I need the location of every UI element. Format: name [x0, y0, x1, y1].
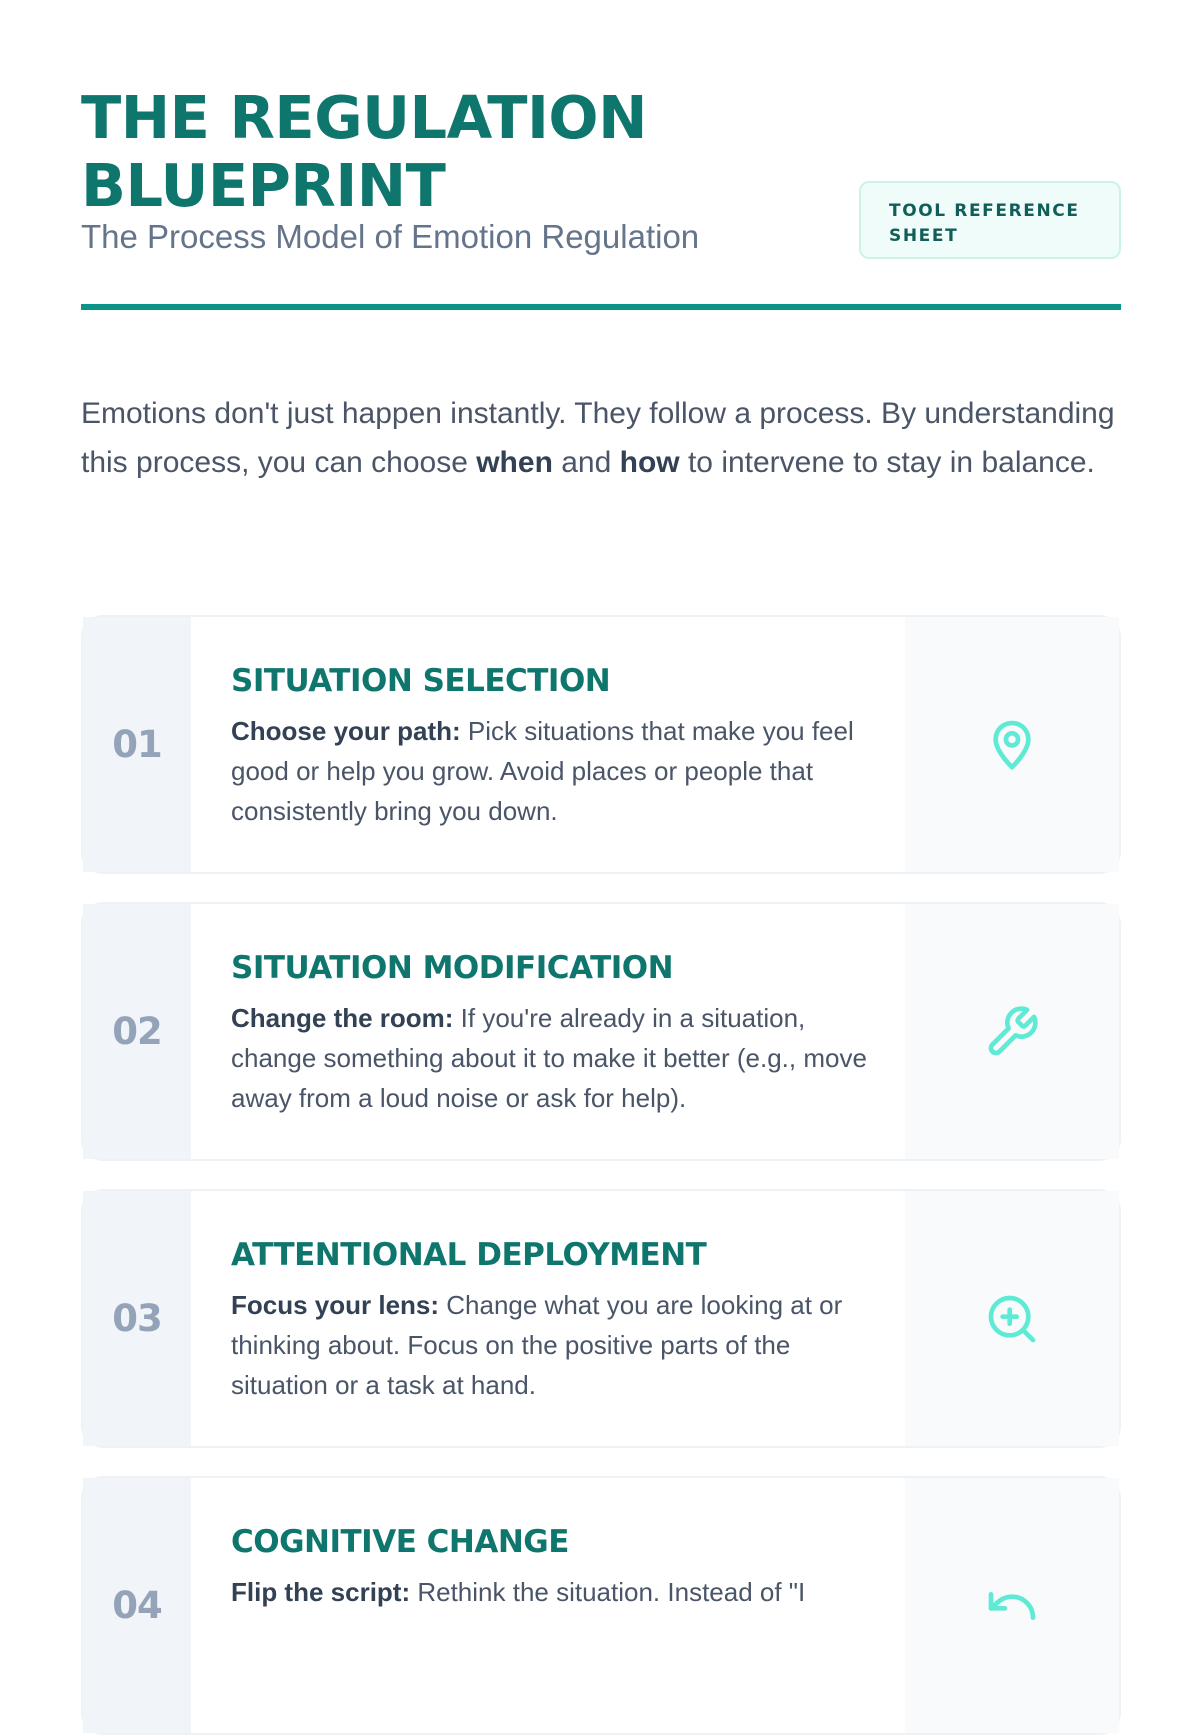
step-lead: Choose your path: [231, 716, 461, 746]
step-number: 01 [83, 617, 191, 872]
intro-text-3: to intervene to stay in balance. [679, 446, 1095, 479]
page-subtitle: The Process Model of Emotion Regulation [81, 218, 700, 255]
undo-arrow-icon [984, 1578, 1040, 1634]
header-divider [81, 304, 1121, 310]
step-icon-panel [905, 904, 1119, 1159]
map-pin-icon [984, 717, 1040, 773]
step-text: Pick situations that make you feel good or help you grow. Avoid places or people that consistently bring you down. [231, 716, 854, 826]
step-title: SITUATION SELECTION [231, 663, 611, 699]
step-title: COGNITIVE CHANGE [231, 1524, 569, 1560]
step-content [191, 1191, 907, 1446]
step-card-situation-modification [81, 902, 1121, 1161]
step-card-situation-selection [81, 615, 1121, 874]
step-icon-panel [905, 1191, 1119, 1446]
intro-paragraph [81, 389, 1121, 487]
step-number: 04 [83, 1478, 191, 1733]
step-content [191, 1478, 907, 1733]
step-description [231, 1285, 867, 1405]
tool-reference-badge [859, 181, 1121, 259]
step-content [191, 904, 907, 1159]
step-description [231, 1572, 867, 1612]
intro-emphasis-how: how [619, 446, 680, 479]
step-lead: Focus your lens: [231, 1290, 440, 1320]
step-card-cognitive-change [81, 1476, 1121, 1735]
step-content [191, 617, 907, 872]
step-lead: Flip the script: [231, 1577, 411, 1607]
badge-line-2: SHEET [889, 226, 959, 246]
page-header [81, 84, 1121, 310]
step-icon-panel [905, 617, 1119, 872]
badge-line-1: TOOL REFERENCE [889, 201, 1080, 221]
step-number: 02 [83, 904, 191, 1159]
intro-emphasis-when: when [476, 446, 553, 479]
page-title [81, 84, 741, 220]
title-line-1: THE REGULATION [81, 83, 647, 152]
zoom-in-icon [984, 1291, 1040, 1347]
intro-text-1: Emotions don't just happen instantly. They follow a process. By understanding this process, you can choose [81, 397, 1115, 479]
step-title: SITUATION MODIFICATION [231, 950, 674, 986]
step-number: 03 [83, 1191, 191, 1446]
step-text: Rethink the situation. Instead of "I [410, 1577, 806, 1607]
step-title: ATTENTIONAL DEPLOYMENT [231, 1237, 707, 1273]
step-text: Change what you are looking at or thinking about. Focus on the positive parts of the situation or a task at hand. [231, 1290, 843, 1400]
step-icon-panel [905, 1478, 1119, 1733]
intro-text-2: and [552, 446, 620, 479]
step-description [231, 998, 867, 1118]
step-description [231, 711, 867, 831]
step-text: If you're already in a situation, change something about it to make it better (e.g., move away from a loud noise or ask for help). [231, 1003, 867, 1113]
title-line-2: BLUEPRINT [81, 151, 446, 220]
wrench-icon [984, 1004, 1040, 1060]
step-lead: Change the room: [231, 1003, 454, 1033]
step-card-attentional-deployment [81, 1189, 1121, 1448]
